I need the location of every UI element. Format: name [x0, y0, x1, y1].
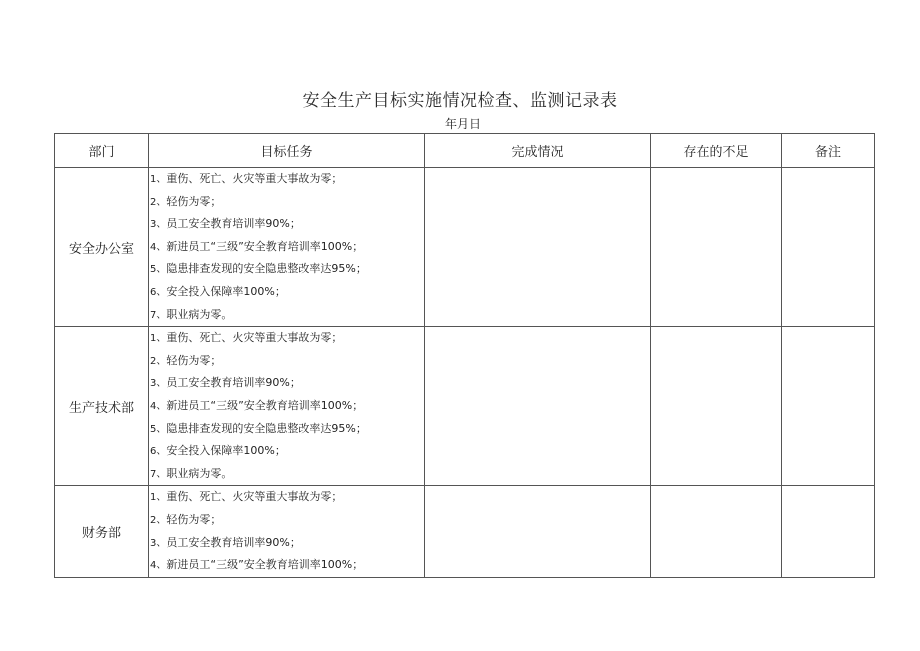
- task-item: [149, 304, 424, 327]
- task-list: [149, 168, 425, 327]
- header-department: 部门: [55, 134, 149, 168]
- task-item: [149, 258, 424, 281]
- task-item: [149, 440, 424, 463]
- task-number: 6、: [150, 446, 167, 458]
- department-cell: 财务部: [55, 486, 149, 577]
- task-text: 员工安全教育培训率90%；: [166, 217, 301, 231]
- shortcomings-cell: [651, 168, 782, 327]
- table-row: [55, 168, 875, 327]
- task-number: 2、: [150, 514, 167, 526]
- task-text: 员工安全教育培训率90%；: [166, 535, 301, 549]
- remarks-cell: [782, 327, 875, 486]
- task-number: 3、: [150, 378, 167, 390]
- task-number: 2、: [150, 196, 167, 208]
- task-item: [149, 281, 424, 304]
- task-number: 7、: [150, 468, 167, 480]
- task-text: 职业病为零。: [166, 307, 233, 321]
- header-target-task: 目标任务: [149, 134, 425, 168]
- task-item: [149, 372, 424, 395]
- task-item: [149, 463, 424, 486]
- task-item: [149, 213, 424, 236]
- task-item: [149, 486, 424, 509]
- task-number: 3、: [150, 219, 167, 231]
- page-title: 安全生产目标实施情况检查、监测记录表: [302, 91, 618, 111]
- task-text: 安全投入保障率100%；: [166, 284, 286, 298]
- task-text: 隐患排查发现的安全隐患整改率达95%；: [166, 262, 367, 276]
- completion-cell: [425, 168, 651, 327]
- task-item: [149, 168, 424, 191]
- task-text: 重伤、死亡、火灾等重大事故为零；: [166, 172, 343, 185]
- table-row: [55, 486, 875, 577]
- shortcomings-cell: [651, 327, 782, 486]
- date-label: 年月日: [445, 117, 482, 131]
- task-text: 重伤、死亡、火灾等重大事故为零；: [166, 331, 343, 345]
- completion-cell: [425, 486, 651, 577]
- task-list: [149, 486, 425, 577]
- task-number: 5、: [150, 423, 167, 435]
- task-text: 职业病为零。: [166, 466, 233, 480]
- remarks-cell: [782, 486, 875, 577]
- task-item: [149, 236, 424, 259]
- task-text: 轻伤为零；: [166, 194, 222, 208]
- task-text: 轻伤为零；: [166, 353, 222, 367]
- task-text: 轻伤为零；: [166, 512, 222, 526]
- task-number: 4、: [150, 241, 167, 253]
- department-cell: 生产技术部: [55, 327, 149, 486]
- task-item: [149, 350, 424, 373]
- task-text: 员工安全教育培训率90%；: [166, 376, 301, 390]
- task-text: 新进员工“三级”安全教育培训率100%；: [166, 558, 364, 572]
- header-completion: 完成情况: [425, 134, 651, 168]
- completion-cell: [425, 327, 651, 486]
- task-item: [149, 554, 424, 577]
- task-text: 隐患排查发现的安全隐患整改率达95%；: [166, 421, 367, 435]
- task-number: 3、: [150, 537, 167, 549]
- task-number: 5、: [150, 264, 167, 276]
- task-item: [149, 532, 424, 555]
- task-text: 新进员工“三级”安全教育培训率100%；: [166, 398, 364, 412]
- task-number: 2、: [150, 355, 167, 367]
- shortcomings-cell: [651, 486, 782, 577]
- table-header-row: [55, 134, 875, 168]
- task-text: 新进员工“三级”安全教育培训率100%；: [166, 239, 364, 253]
- task-item: [149, 418, 424, 441]
- task-item: [149, 509, 424, 532]
- inspection-record-table: [54, 133, 875, 578]
- task-number: 1、: [150, 174, 167, 185]
- task-list: [149, 327, 425, 486]
- task-item: [149, 327, 424, 350]
- task-number: 7、: [150, 309, 167, 321]
- task-item: [149, 191, 424, 214]
- task-text: 重伤、死亡、火灾等重大事故为零；: [166, 490, 343, 504]
- department-cell: 安全办公室: [55, 168, 149, 327]
- task-number: 6、: [150, 286, 167, 298]
- header-remarks: 备注: [782, 134, 875, 168]
- table-row: [55, 327, 875, 486]
- task-number: 4、: [150, 400, 167, 412]
- task-text: 安全投入保障率100%；: [166, 444, 286, 458]
- header-shortcomings: 存在的不足: [651, 134, 782, 168]
- task-number: 1、: [150, 492, 167, 504]
- remarks-cell: [782, 168, 875, 327]
- task-number: 1、: [150, 333, 167, 345]
- task-number: 4、: [150, 560, 167, 572]
- task-item: [149, 395, 424, 418]
